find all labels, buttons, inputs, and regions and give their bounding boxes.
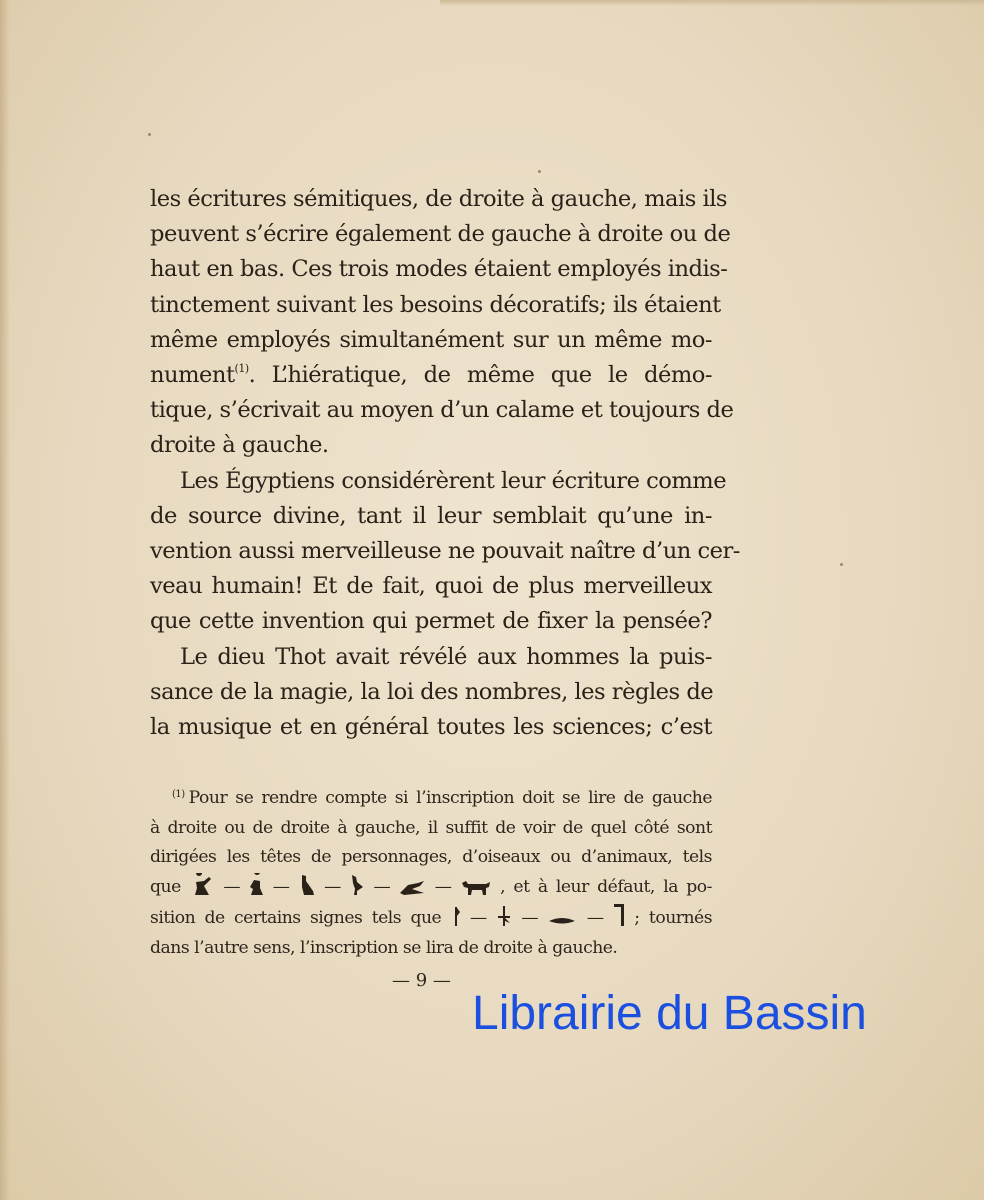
vulture-hieroglyph-icon [298,873,316,897]
main-text [150,182,740,745]
footnote-line [150,873,712,903]
footnote-text: que [150,876,181,897]
reed-hieroglyph-icon [451,904,461,928]
glyph-dash: — [434,876,452,897]
text-line: les écritures sémitiques, de droite à gauche, mais ils [150,186,728,212]
paper-speck [538,170,541,173]
paper-speck [148,133,151,136]
footnote-line: à droite ou de droite à gauche, il suffit de voir de quel côté sont [150,817,712,838]
duck-hieroglyph-icon [398,879,426,897]
glyph-dash: — [521,908,539,929]
glyph-dash: — [586,908,604,929]
cloth-hieroglyph-icon [613,902,625,928]
text-line: que cette invention qui permet de fixer la pensée? [150,608,712,635]
bird-hieroglyph-icon [349,873,365,897]
glyph-dash: — [469,908,487,929]
paper-speck [840,563,843,566]
text-line: haut en bas. Ces trois modes étaient employés indis- [150,256,728,283]
text-segment: nument [150,362,235,389]
plant-hieroglyph-icon [496,904,512,928]
text-line: même employés simultanément sur un même mo- [150,326,712,353]
text-segment: . L’hiératique, de même que le démo- [248,362,712,389]
page-top-edge [440,0,984,6]
glyph-dash: — [272,876,290,897]
glyph-dash: — [324,876,341,897]
text-line: la musique et en général toutes les sciences; c’est [150,714,712,741]
text-line: veau humain! Et de fait, quoi de plus merveilleux [150,573,712,600]
page-left-edge [0,0,10,1200]
watermark-logo: Librairie du Bassin [472,987,867,1040]
footnote-text: sition de certains signes tels que [150,908,442,929]
footnote-text: ; tournés [634,908,713,929]
footnote-line [150,784,712,814]
seated-figure-hieroglyph-icon [189,873,215,897]
text-line: vention aussi merveilleuse ne pouvait naître d’un cer- [150,538,740,565]
footnote-text: Pour se rendre compte si l’inscription doit se lire de gauche [188,788,712,808]
text-line: sance de la magie, la loi des nombres, les règles de [150,678,714,705]
footnote-marker: (1) [172,789,185,800]
text-line: droite à gauche. [150,432,329,459]
footnote [150,784,712,964]
text-line: de source divine, tant il leur semblait qu’une in- [150,502,712,529]
footnote-line: dans l’autre sens, l’inscription se lira de droite à gauche. [150,937,618,958]
glyph-dash: — [223,876,241,897]
seated-figure-2-hieroglyph-icon [248,873,264,897]
footnote-line [150,902,712,934]
text-line: peuvent s’écrire également de gauche à droite ou de [150,221,731,248]
text-line: Les Égyptiens considérèrent leur écriture comme [180,467,727,494]
mouth-hieroglyph-icon [547,914,577,928]
text-line: Le dieu Thot avait révélé aux hommes la puis- [180,643,712,670]
text-line [150,358,712,393]
text-line: tique, s’écrivait au moyen d’un calame et toujours de [150,397,734,424]
page-number: — 9 — [392,970,451,991]
footnote-text: , et à leur défaut, la po- [500,876,712,897]
footnote-reference[interactable]: (1) [234,362,249,376]
text-line: tinctement suivant les besoins décoratifs; ils étaient [150,291,721,318]
footnote-line: dirigées les têtes de personnages, d’oiseaux ou d’animaux, tels [150,847,712,868]
animal-hieroglyph-icon [460,879,492,897]
glyph-dash: — [373,876,391,897]
